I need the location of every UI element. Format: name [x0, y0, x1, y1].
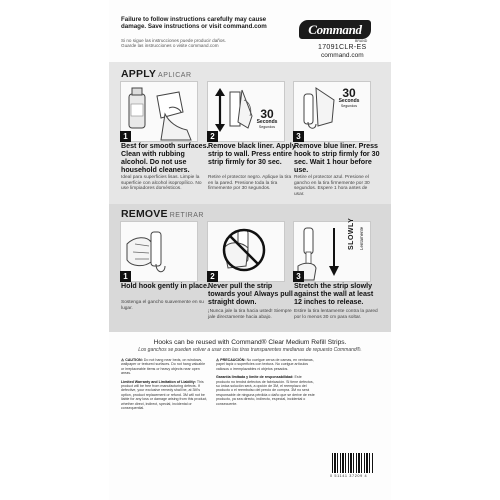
- apply-step-2-illustration: [207, 81, 285, 142]
- sku-code: 17091CLR-ES: [318, 44, 367, 51]
- remove-step-1-text-es: Sostenga el gancho suavemente en su lugar.: [121, 300, 204, 311]
- apply-step-1-illustration: [120, 81, 198, 142]
- remove-step-1-text: Hold hook gently in place.: [121, 282, 209, 290]
- remove-title-es: RETIRAR: [169, 212, 204, 219]
- slowly-label: SLOWLY: [348, 217, 355, 250]
- seconds-callout: [332, 87, 366, 108]
- caution-text: Do not hang near beds, on windows, wallpaper or textured surfaces. Do not hang valuable or irreplaceable items or heavy objects near open areas.: [121, 358, 206, 376]
- apply-step-3-text: Remove blue liner. Press hook to strip firmly for 30 sec. Wait 1 hour before use.: [294, 142, 380, 174]
- warranty-heading: Limited Warranty and Limitation of Liability:: [121, 379, 196, 384]
- step-number: 1: [120, 131, 131, 142]
- seconds-label: Seconds: [338, 98, 360, 104]
- apply-step-2-text-es: Retire el protector negro. Aplique la tira en la pared. Presione toda la tira firmemente por 30 segundos.: [208, 175, 292, 192]
- no-pull-toward-icon: [208, 222, 284, 281]
- refill-title: Hooks can be reused with Command® Clear Medium Refill Strips.: [153, 339, 347, 346]
- warning-text-es: Si no sigue las instrucciones puede producir daños. Guarde las instrucciones o visite command.com: [121, 38, 226, 49]
- step-number: 3: [293, 271, 304, 282]
- remove-step-3-text: Stretch the strip slowly against the wall at least 12 inches to release.: [294, 282, 374, 306]
- warranty-text-es: Este producto no tendrá defectos de fabricación. Si tiene defectos, su única solución será, a opción de 3M, el reemplazo del producto o el reembolso del precio de compra. 3M no será responsable de ninguna pérdida o daño que se derive de este producto, ya sea directo, indirecto, especial, incidental o consecuente.: [216, 375, 315, 406]
- hold-hook-icon: [121, 222, 197, 281]
- caution-text-es: No cuelgue cerca de camas, en ventanas, papel tapiz o superficies con textura. No cuelgue artículos valiosos o irremplazables ni objetos pesados.: [216, 358, 314, 371]
- remove-step-3-text-es: Estire la tira lentamente contra la pared por lo menos 30 cm para soltar.: [294, 309, 378, 320]
- slowly-label-es: Lentamente: [359, 226, 364, 250]
- remove-step-1-illustration: [120, 221, 198, 282]
- apply-step-3-illustration: [293, 81, 371, 142]
- seconds-label: Seconds: [256, 119, 278, 125]
- apply-title-en: APPLY: [121, 68, 157, 80]
- step-number: 2: [207, 271, 218, 282]
- remove-step-2-text: Never pull the strip towards you! Always pull straight down.: [208, 282, 293, 306]
- seconds-callout: [252, 108, 282, 129]
- caution-heading: ⚠ CAUTION:: [121, 358, 143, 362]
- caution-column-en: [121, 358, 209, 410]
- clean-surface-icon: [121, 82, 197, 141]
- apply-step-3-text-es: Retire el protector azul. Presione el gancho en la tira firmemente por 30 segundos. Espere 1 hora antes de usar.: [294, 175, 370, 197]
- step-number: 2: [207, 131, 218, 142]
- remove-step-2-illustration: [207, 221, 285, 282]
- step-number: 1: [120, 271, 131, 282]
- website-url: command.com: [321, 52, 364, 59]
- remove-title-en: REMOVE: [121, 208, 168, 220]
- barcode-number: 0 51141 37209 4: [330, 474, 368, 478]
- caution-column-es: [216, 358, 316, 406]
- apply-step-2-text: Remove black liner. Apply strip to wall. Press entire strip firmly for 30 sec.: [208, 142, 296, 166]
- apply-title: [121, 68, 192, 80]
- remove-title: [121, 208, 204, 220]
- refill-subtitle: Los ganchos se pueden volver a usar con las tiras transparentes medianas de repuesto Command®.: [138, 347, 362, 353]
- warning-text: Failure to follow instructions carefully may cause damage. Save instructions or visit command.com: [121, 16, 267, 31]
- apply-title-es: APLICAR: [158, 72, 192, 79]
- step-number: 3: [293, 131, 304, 142]
- slowly-callout-es: [350, 227, 368, 250]
- warranty-heading-es: Garantía limitada y límite de responsabilidad:: [216, 375, 294, 380]
- warranty-text: This product will be free from manufacturing defects. If defective, your exclusive remedy shall be, at 3M's option, product replacement or refund. 3M will not be liable for any loss or damage arising from this product, whether direct, indirect, special, incidental or consequential.: [121, 379, 208, 411]
- seconds-label-es: Segundos: [258, 125, 276, 129]
- seconds-value: 30: [260, 107, 274, 121]
- seconds-value: 30: [342, 86, 356, 100]
- seconds-label-es: Segundos: [340, 104, 358, 108]
- barcode-icon: [332, 453, 374, 473]
- caution-heading-es: ⚠ PRECAUCIÓN:: [216, 358, 246, 362]
- apply-step-1-text: Best for smooth surfaces. Clean with rubbing alcohol. Do not use household cleaners.: [121, 142, 209, 174]
- remove-step-2-text-es: ¡Nunca jale la tira hacia usted! Siempre jale directamente hacia abajo.: [208, 309, 292, 320]
- command-logo: Command: [299, 20, 371, 39]
- remove-step-3-illustration: [293, 217, 371, 282]
- logo-brand: BRAND: [355, 39, 368, 43]
- apply-step-1-text-es: Ideal para superficies lisas. Limpie la superficie con alcohol isopropílico. No use limpiadores domésticos.: [121, 175, 202, 192]
